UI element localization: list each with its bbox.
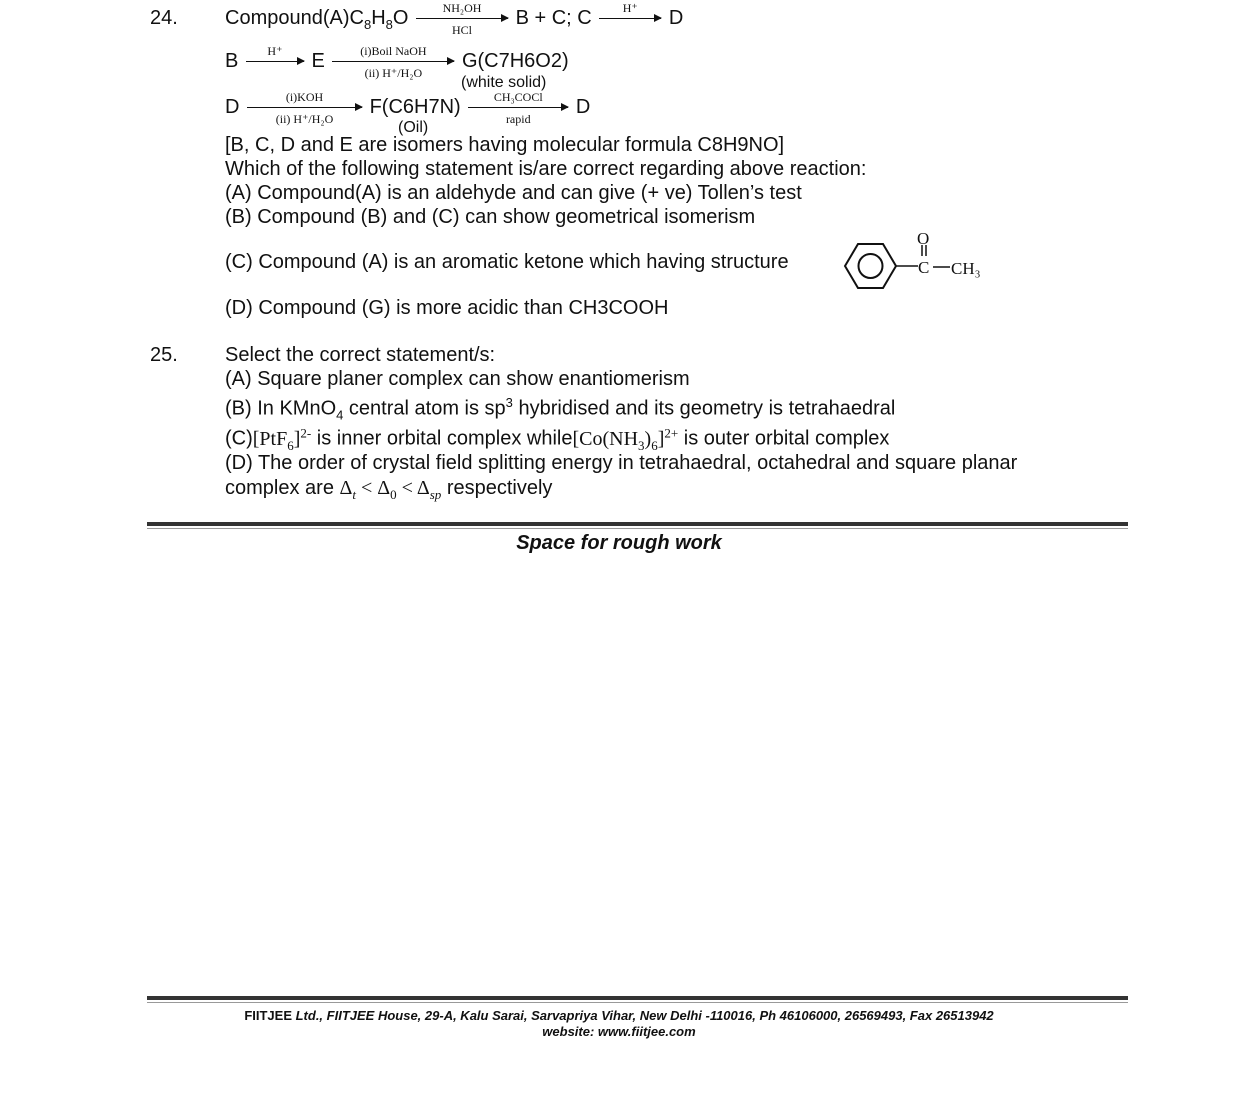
text-part: respectively: [441, 477, 553, 499]
q24-question-text: Which of the following statement is/are correct regarding above reaction:: [225, 158, 867, 180]
compound-b: B: [225, 50, 239, 72]
superscript: 2+: [664, 425, 679, 440]
product-d: D: [668, 7, 684, 29]
q24-option-d: (D) Compound (G) is more acidic than CH3COOH: [225, 297, 669, 319]
formula-subscript: 8: [385, 17, 393, 32]
benzene-ring: [845, 244, 896, 288]
footer-ltd: Ltd.,: [292, 1008, 324, 1023]
q24-option-b: (B) Compound (B) and (C) can show geometrical isomerism: [225, 206, 756, 228]
compound-g: G(C7H6O2): [461, 50, 569, 72]
white-solid-note: (white solid): [461, 74, 547, 91]
compound-f: F(C6H7N): [369, 96, 461, 118]
reaction-arrow: [599, 1, 661, 19]
delta-symbol: Δ: [377, 477, 391, 499]
formula-part: ]: [293, 427, 301, 450]
q25-option-d-line-2: [225, 476, 552, 507]
subscript: 0: [390, 487, 397, 502]
q24-reaction-line-1: [225, 1, 684, 38]
arrow-reagent-above: CH₃COCl: [493, 90, 543, 105]
arrow-reagent-above: H⁺: [267, 44, 283, 59]
delta-symbol: Δ: [416, 477, 430, 499]
text-part: (B) In KMnO: [225, 397, 337, 420]
footer-divider-thin: [147, 1002, 1128, 1003]
products-text: B + C; C: [515, 7, 592, 29]
arrow-reagent-above: (i)KOH: [285, 90, 324, 105]
subscript: 6: [287, 437, 294, 453]
text-part: (C): [225, 427, 253, 450]
formula-part: H: [371, 7, 386, 29]
footer-address-text: FIITJEE House, 29-A, Kalu Sarai, Sarvapriya Vihar, New Delhi -110016, Ph 46106000, 26569493, Fax 26513942: [323, 1008, 994, 1023]
text-part: complex are: [225, 477, 334, 499]
question-24-number: 24.: [150, 7, 178, 29]
q24-reaction-line-3: [225, 90, 591, 127]
methyl-group: CH₃: [951, 259, 981, 278]
arrow-reagent-above: H⁺: [622, 1, 638, 16]
formula-part: [PtF: [252, 427, 288, 450]
q25-option-d-line-1: (D) The order of crystal field splitting energy in tetrahaedral, octahedral and square planar: [225, 452, 1018, 474]
arrow-reagent-below: HCl: [451, 23, 472, 38]
text-part: is outer orbital complex: [678, 427, 890, 450]
aromatic-circle: [859, 254, 883, 278]
footer-brand: FIITJEE: [244, 1008, 292, 1023]
less-than: <: [396, 477, 417, 499]
splitting-energy-order: [339, 477, 442, 502]
ptf6-complex: [252, 425, 312, 453]
oil-note: (Oil): [398, 119, 429, 136]
reaction-arrow: [416, 1, 508, 38]
footer-website: website: www.fiitjee.com: [542, 1024, 696, 1039]
compound-a-label: Compound(A)C: [225, 7, 364, 29]
question-25-number: 25.: [150, 344, 178, 366]
subscript: 6: [651, 437, 658, 453]
formula-part: ): [644, 427, 652, 450]
formula-part: ]: [657, 427, 665, 450]
subscript: 4: [336, 407, 344, 423]
less-than: <: [356, 477, 378, 499]
formula-subscript: 8: [363, 17, 372, 32]
rough-work-label: Space for rough work: [516, 532, 722, 554]
section-divider-thin: [147, 528, 1128, 529]
superscript: 2-: [300, 425, 312, 440]
text-part: central atom is sp: [343, 397, 506, 420]
arrow-reagent-below: rapid: [505, 112, 531, 127]
q25-option-a: (A) Square planer complex can show enantiomerism: [225, 368, 690, 390]
footer-divider: [147, 996, 1128, 1000]
arrow-reagent-below: (ii) H⁺/H₂O: [275, 112, 334, 127]
reaction-arrow: [468, 90, 568, 127]
product-d: D: [575, 96, 591, 118]
arrow-reagent-above: (i)Boil NaOH: [360, 44, 427, 59]
reaction-arrow: [332, 44, 454, 81]
arrow-reagent-below: (ii) H⁺/H₂O: [364, 66, 423, 81]
footer-address: [0, 1008, 1238, 1024]
compound-d: D: [225, 96, 240, 118]
acetophenone-structure: [838, 226, 998, 298]
delta-symbol: Δ: [339, 477, 353, 499]
q24-reaction-line-2: [225, 44, 569, 81]
superscript: 3: [505, 395, 513, 410]
subscript: t: [352, 487, 356, 502]
q24-isomers-statement: [B, C, D and E are isomers having molecular formula C8H9NO]: [225, 134, 785, 156]
subscript: sp: [429, 487, 442, 502]
section-divider: [147, 522, 1128, 526]
text-part: hybridised and its geometry is tetrahaedral: [512, 397, 896, 420]
reaction-arrow: [247, 90, 362, 127]
carbonyl-oxygen: O: [917, 229, 930, 248]
q25-question-text: Select the correct statement/s:: [225, 344, 496, 366]
subscript: 3: [638, 437, 645, 453]
formula-part: [Co(NH: [572, 427, 639, 450]
carbonyl-carbon: C: [918, 258, 930, 277]
q24-option-c: (C) Compound (A) is an aromatic ketone which having structure: [225, 251, 789, 273]
formula-part: O: [392, 7, 409, 29]
compound-e: E: [311, 50, 325, 72]
arrow-reagent-above: NH₂OH: [442, 1, 482, 16]
q24-option-a: (A) Compound(A) is an aldehyde and can give (+ ve) Tollen’s test: [225, 182, 802, 204]
text-part: is inner orbital complex while: [311, 427, 573, 450]
reaction-arrow: [246, 44, 304, 62]
co-nh3-complex: [572, 425, 679, 453]
